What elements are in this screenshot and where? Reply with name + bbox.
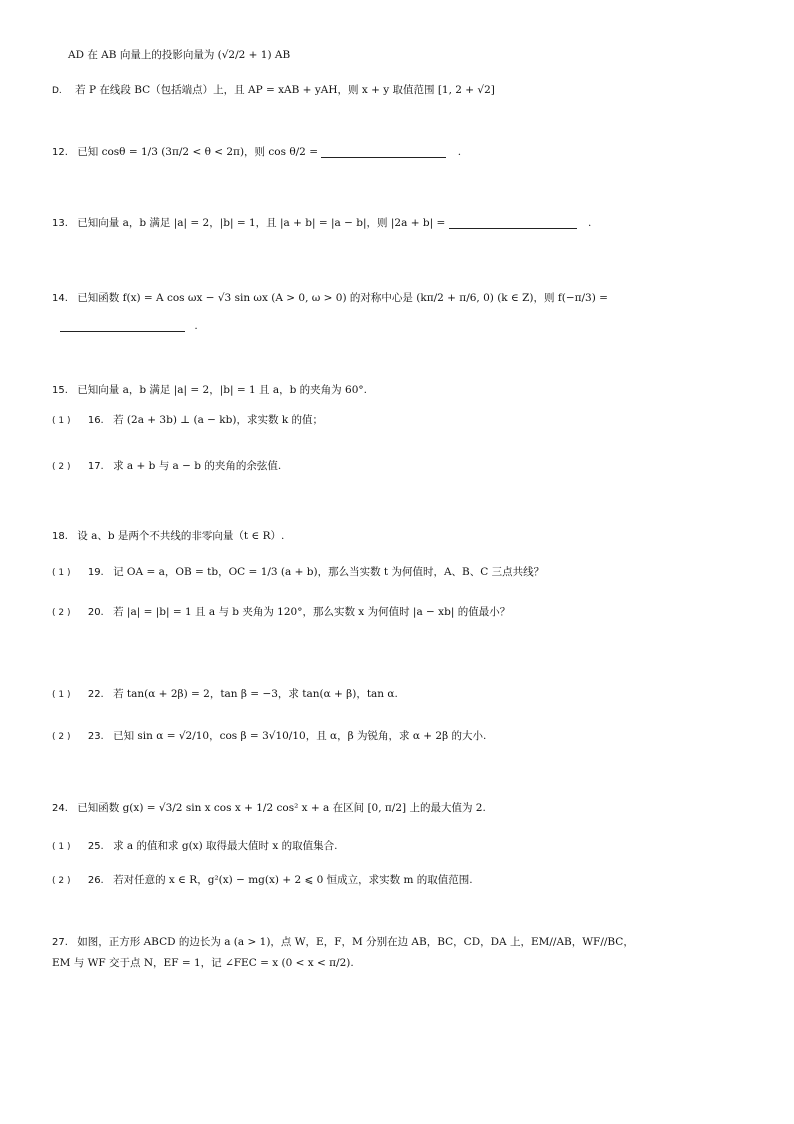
question-number: 16. — [87, 415, 104, 426]
part-label: ( 1 ) — [52, 842, 71, 852]
question-text: 如图，正方形 ABCD 的边长为 a (a > 1)，点 W，E，F，M 分别在边 AB，BC，CD，DA 上，EM//AB，WF//BC， — [77, 936, 634, 948]
option-d-text: 若 P 在线段 BC（包括端点）上，且 AP = xAB + yAH，则 x + y 取值范围 [1, 2 + √2] — [75, 84, 495, 96]
part-label: ( 1 ) — [52, 690, 71, 700]
option-d — [52, 82, 495, 99]
question-text: 已知向量 a，b 满足 |a| = 2，|b| = 1 且 a，b 的夹角为 60°. — [77, 384, 367, 396]
question-text: 设 a、b 是两个不共线的非零向量（t ∈ R）. — [77, 530, 285, 542]
question-text: 已知函数 g(x) = √3/2 sin x cos x + 1/2 cos² x + a 在区间 [0, π/2] 上的最大值为 2. — [77, 802, 486, 814]
question-text: 已知函数 f(x) = A cos ωx − √3 sin ωx (A > 0, ω > 0) 的对称中心是 (kπ/2 + π/6, 0) (k ∈ Z)，则 f(−π/3) = — [77, 292, 608, 304]
answer-blank[interactable] — [321, 145, 446, 158]
question-20 — [52, 604, 510, 621]
question-14 — [52, 290, 608, 307]
part-label: ( 2 ) — [52, 608, 71, 618]
question-number: 26. — [87, 875, 104, 886]
part-label: ( 2 ) — [52, 732, 71, 742]
question-number: 18. — [52, 531, 68, 542]
question-number: 23. — [87, 731, 104, 742]
question-end: . — [587, 217, 592, 229]
question-number: 25. — [87, 841, 104, 852]
question-text: 若 tan(α + 2β) = 2，tan β = −3，求 tan(α + β)，tan α. — [113, 688, 398, 700]
question-14-answer — [60, 318, 198, 334]
question-text: 已知向量 a，b 满足 |a| = 2，|b| = 1，且 |a + b| = |a − b|，则 |2a + b| = — [77, 217, 446, 229]
question-16 — [52, 412, 323, 429]
question-number: 19. — [87, 567, 104, 578]
question-text: 记 OA = a，OB = tb，OC = 1/3 (a + b)，那么当实数 t 为何值时，A、B、C 三点共线？ — [113, 566, 545, 578]
question-text: 求 a 的值和求 g(x) 取得最大值时 x 的取值集合. — [113, 840, 338, 852]
question-24 — [52, 800, 486, 817]
answer-blank[interactable] — [449, 216, 577, 229]
question-end: . — [194, 320, 198, 332]
question-text: 求 a + b 与 a − b 的夹角的余弦值. — [113, 460, 282, 472]
question-text: 若 |a| = |b| = 1 且 a 与 b 夹角为 120°，那么实数 x 为何值时 |a − xb| 的值最小？ — [113, 606, 511, 618]
question-number: 13. — [52, 218, 68, 229]
question-12 — [52, 144, 461, 161]
question-number: 24. — [52, 803, 68, 814]
question-19 — [52, 564, 544, 581]
question-number: 20. — [87, 607, 104, 618]
part-label: ( 1 ) — [52, 568, 71, 578]
option-d-label: D. — [52, 86, 62, 96]
question-number: 14. — [52, 293, 68, 304]
option-c-text: AD 在 AB 向量上的投影向量为 (√2/2 + 1) AB — [68, 49, 291, 61]
question-end: . — [457, 146, 462, 158]
question-26 — [52, 872, 473, 889]
question-25 — [52, 838, 337, 855]
question-number: 17. — [87, 461, 104, 472]
question-17 — [52, 458, 281, 475]
question-text: 若对任意的 x ∈ R，g²(x) − mg(x) + 2 ⩽ 0 恒成立，求实数 m 的取值范围. — [113, 874, 473, 886]
question-text: 已知 cosθ = 1/3 (3π/2 < θ < 2π)，则 cos θ/2 = — [77, 146, 318, 158]
question-number: 12. — [52, 147, 68, 158]
part-label: ( 2 ) — [52, 876, 71, 886]
question-number: 27. — [52, 937, 68, 948]
part-label: ( 1 ) — [52, 416, 71, 426]
question-27 — [52, 934, 634, 951]
question-23 — [52, 728, 486, 745]
question-text: 已知 sin α = √2/10，cos β = 3√10/10，且 α，β 为锐角，求 α + 2β 的大小. — [113, 730, 487, 742]
question-22 — [52, 686, 398, 703]
question-text: 若 (2a + 3b) ⊥ (a − kb)，求实数 k 的值； — [113, 414, 324, 426]
answer-blank[interactable] — [60, 319, 185, 332]
part-label: ( 2 ) — [52, 462, 71, 472]
question-27-cont: EM 与 WF 交于点 N，EF = 1，记 ∠FEC = x (0 < x < π/2). — [52, 957, 354, 969]
question-number: 15. — [52, 385, 68, 396]
question-13 — [52, 215, 591, 232]
question-15 — [52, 382, 367, 399]
question-18 — [52, 528, 284, 545]
question-number: 22. — [87, 689, 104, 700]
